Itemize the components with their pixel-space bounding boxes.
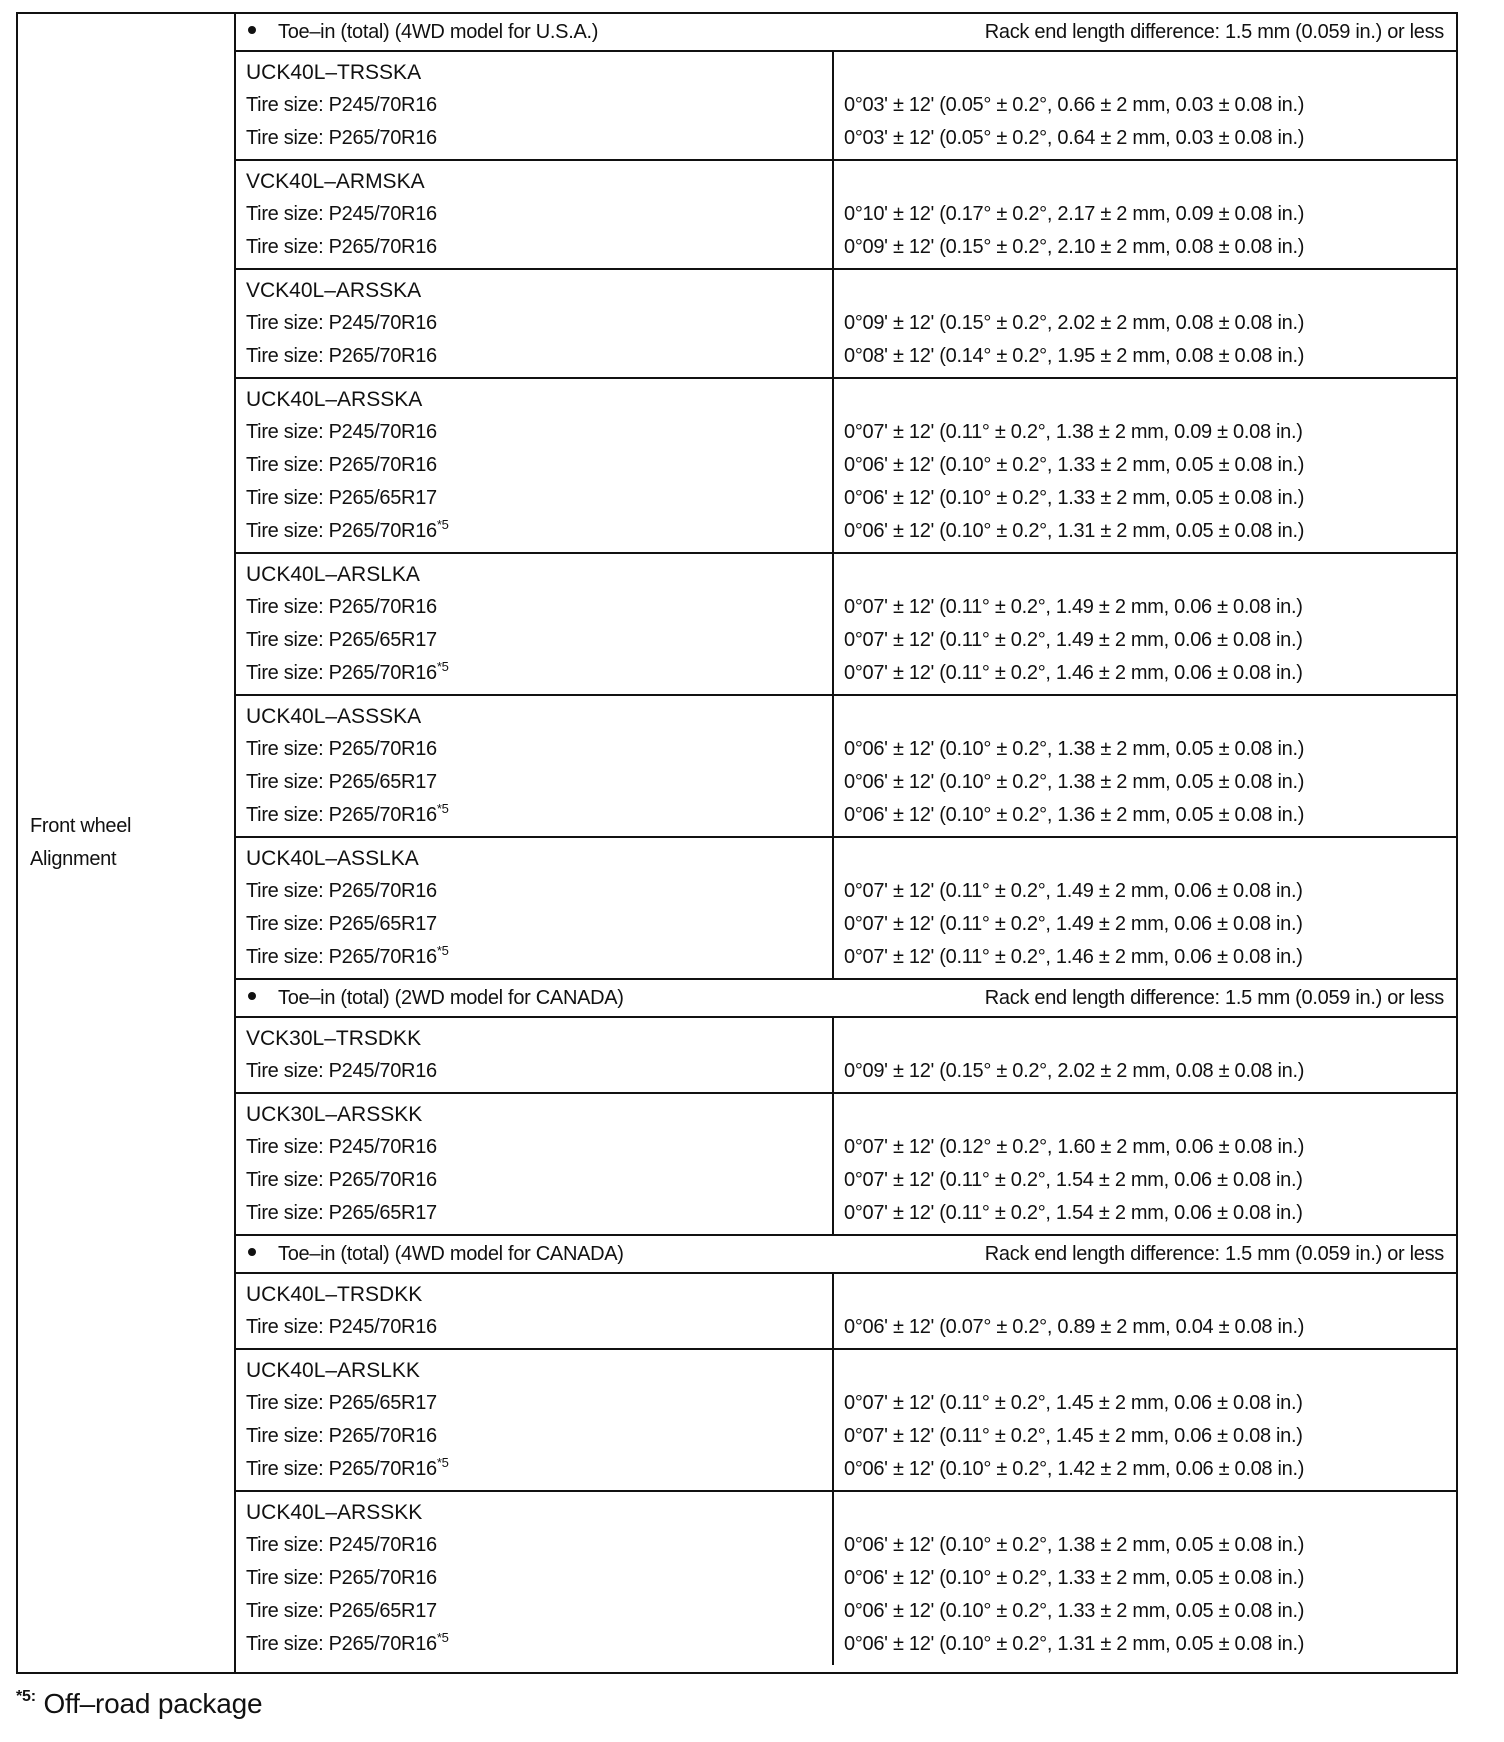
- tire-size-text: Tire size: P265/70R16: [246, 662, 437, 684]
- alignment-spec-table: [16, 12, 1458, 1674]
- tire-size-text: Tire size: P265/70R16: [246, 520, 437, 542]
- toe-in-value: 0°07' ± 12' (0.11° ± 0.2°, 1.49 ± 2 mm, 0.06 ± 0.08 in.): [844, 629, 1303, 651]
- model-name: UCK40L–ARSSKK: [246, 1501, 423, 1524]
- spec-sections: [236, 14, 1456, 1665]
- tire-size: [246, 482, 832, 515]
- tire-size: [246, 624, 832, 657]
- tire-size-text: Tire size: P265/70R16: [246, 345, 437, 367]
- tire-size-text: Tire size: P265/65R17: [246, 913, 437, 935]
- model-value-column: [834, 1018, 1456, 1092]
- section-header: [236, 14, 1456, 52]
- model-tire-column: [236, 1018, 834, 1092]
- model-name: VCK40L–ARSSKA: [246, 279, 422, 302]
- tire-size: [246, 591, 832, 624]
- section-note: Rack end length difference: 1.5 mm (0.059 in.) or less: [984, 1242, 1444, 1265]
- toe-in-value: 0°06' ± 12' (0.10° ± 0.2°, 1.31 ± 2 mm, 0.05 ± 0.08 in.): [844, 1633, 1305, 1655]
- model-value-column: [834, 1350, 1456, 1490]
- tire-size: [246, 1628, 832, 1661]
- tire-size: [246, 1055, 832, 1088]
- tire-size-text: Tire size: P265/70R16: [246, 1458, 437, 1480]
- model-name-spacer: [844, 1022, 1456, 1055]
- tire-size: [246, 657, 832, 690]
- toe-in-value: 0°07' ± 12' (0.11° ± 0.2°, 1.49 ± 2 mm, 0.06 ± 0.08 in.): [844, 596, 1303, 618]
- toe-in-value: 0°06' ± 12' (0.10° ± 0.2°, 1.33 ± 2 mm, 0.05 ± 0.08 in.): [844, 454, 1305, 476]
- section-title-wrap: [248, 987, 624, 1010]
- tire-size-text: Tire size: P265/70R16: [246, 804, 437, 826]
- toe-in-value: 0°06' ± 12' (0.10° ± 0.2°, 1.31 ± 2 mm, 0.05 ± 0.08 in.): [844, 520, 1305, 542]
- tire-size-text: Tire size: P265/70R16: [246, 1633, 437, 1655]
- model-name-spacer: [844, 1354, 1456, 1387]
- tire-size-text: Tire size: P245/70R16: [246, 1060, 437, 1082]
- toe-in-value: 0°07' ± 12' (0.11° ± 0.2°, 1.45 ± 2 mm, 0.06 ± 0.08 in.): [844, 1392, 1303, 1414]
- tire-size-text: Tire size: P265/70R16: [246, 880, 437, 902]
- model-name-spacer: [844, 274, 1456, 307]
- model-block: [236, 1018, 1456, 1094]
- category-label-line-2: Alignment: [30, 848, 117, 870]
- model-tire-column: [236, 1274, 834, 1348]
- toe-in-value: 0°10' ± 12' (0.17° ± 0.2°, 2.17 ± 2 mm, 0.09 ± 0.08 in.): [844, 203, 1305, 225]
- toe-in-value: 0°06' ± 12' (0.07° ± 0.2°, 0.89 ± 2 mm, 0.04 ± 0.08 in.): [844, 1316, 1305, 1338]
- model-tire-column: [236, 1094, 834, 1234]
- model-name: UCK40L–ARSSKA: [246, 388, 423, 411]
- toe-in-value: 0°07' ± 12' (0.12° ± 0.2°, 1.60 ± 2 mm, 0.06 ± 0.08 in.): [844, 1136, 1305, 1158]
- model-name: UCK40L–ASSSKA: [246, 705, 422, 728]
- model-name: UCK40L–ASSLKA: [246, 847, 419, 870]
- toe-in-value: 0°08' ± 12' (0.14° ± 0.2°, 1.95 ± 2 mm, 0.08 ± 0.08 in.): [844, 345, 1305, 367]
- section-title-wrap: [248, 1243, 624, 1266]
- toe-in-value: 0°07' ± 12' (0.11° ± 0.2°, 1.46 ± 2 mm, 0.06 ± 0.08 in.): [844, 946, 1303, 968]
- bullet-icon: [248, 992, 256, 1000]
- tire-size-text: Tire size: P265/70R16: [246, 946, 437, 968]
- tire-size: [246, 1387, 832, 1420]
- toe-in-value: 0°07' ± 12' (0.11° ± 0.2°, 1.54 ± 2 mm, 0.06 ± 0.08 in.): [844, 1169, 1303, 1191]
- model-tire-column: [236, 270, 834, 377]
- model-name: UCK40L–TRSDKK: [246, 1283, 423, 1306]
- tire-size-text: Tire size: P245/70R16: [246, 94, 437, 116]
- tire-size-text: Tire size: P245/70R16: [246, 421, 437, 443]
- tire-size-text: Tire size: P265/65R17: [246, 1202, 437, 1224]
- tire-size: [246, 1131, 832, 1164]
- model-name: UCK40L–ARSLKK: [246, 1359, 420, 1382]
- footnote-mark: *5:: [16, 1688, 36, 1705]
- model-tire-column: [236, 52, 834, 159]
- tire-size-footnote-ref: *5: [436, 801, 449, 816]
- toe-in-value: 0°07' ± 12' (0.11° ± 0.2°, 1.46 ± 2 mm, 0.06 ± 0.08 in.): [844, 662, 1303, 684]
- section-title-wrap: [248, 21, 598, 44]
- model-tire-column: [236, 838, 834, 978]
- model-value-column: [834, 161, 1456, 268]
- model-name-spacer: [844, 558, 1456, 591]
- model-name: VCK30L–TRSDKK: [246, 1027, 422, 1050]
- section-note: Rack end length difference: 1.5 mm (0.059 in.) or less: [984, 986, 1444, 1009]
- toe-in-value: 0°03' ± 12' (0.05° ± 0.2°, 0.64 ± 2 mm, 0.03 ± 0.08 in.): [844, 127, 1305, 149]
- tire-size: [246, 231, 832, 264]
- tire-size-text: Tire size: P265/70R16: [246, 596, 437, 618]
- model-block: [236, 161, 1456, 270]
- tire-size-text: Tire size: P245/70R16: [246, 1534, 437, 1556]
- model-block: [236, 1350, 1456, 1492]
- model-name-spacer: [844, 1496, 1456, 1529]
- model-value-column: [834, 838, 1456, 978]
- tire-size-text: Tire size: P265/65R17: [246, 487, 437, 509]
- model-value-column: [834, 1274, 1456, 1348]
- tire-size: [246, 733, 832, 766]
- model-tire-column: [236, 696, 834, 836]
- model-block: [236, 554, 1456, 696]
- tire-size: [246, 1562, 832, 1595]
- model-block: [236, 379, 1456, 554]
- toe-in-value: 0°07' ± 12' (0.11° ± 0.2°, 1.38 ± 2 mm, 0.09 ± 0.08 in.): [844, 421, 1303, 443]
- footnote-text: Off–road package: [43, 1688, 263, 1719]
- tire-size-footnote-ref: *5: [436, 943, 449, 958]
- section-title: Toe–in (total) (2WD model for CANADA): [278, 986, 624, 1009]
- spec-content: [235, 13, 1457, 1673]
- tire-size: [246, 449, 832, 482]
- model-value-column: [834, 270, 1456, 377]
- model-tire-column: [236, 161, 834, 268]
- tire-size: [246, 908, 832, 941]
- tire-size: [246, 1197, 832, 1230]
- model-value-column: [834, 1094, 1456, 1234]
- toe-in-value: 0°06' ± 12' (0.10° ± 0.2°, 1.33 ± 2 mm, 0.05 ± 0.08 in.): [844, 487, 1305, 509]
- model-name-spacer: [844, 1278, 1456, 1311]
- model-tire-column: [236, 554, 834, 694]
- model-name-spacer: [844, 1098, 1456, 1131]
- tire-size-text: Tire size: P265/65R17: [246, 1392, 437, 1414]
- tire-size: [246, 340, 832, 373]
- model-block: [236, 838, 1456, 980]
- tire-size: [246, 766, 832, 799]
- toe-in-value: 0°09' ± 12' (0.15° ± 0.2°, 2.02 ± 2 mm, 0.08 ± 0.08 in.): [844, 1060, 1305, 1082]
- model-name: UCK40L–ARSLKA: [246, 563, 420, 586]
- section-note: Rack end length difference: 1.5 mm (0.059 in.) or less: [984, 20, 1444, 43]
- model-value-column: [834, 52, 1456, 159]
- tire-size: [246, 1311, 832, 1344]
- model-block: [236, 696, 1456, 838]
- section-header: [236, 1236, 1456, 1274]
- tire-size: [246, 875, 832, 908]
- model-block: [236, 52, 1456, 161]
- model-value-column: [834, 554, 1456, 694]
- toe-in-value: 0°07' ± 12' (0.11° ± 0.2°, 1.49 ± 2 mm, 0.06 ± 0.08 in.): [844, 913, 1303, 935]
- toe-in-value: 0°06' ± 12' (0.10° ± 0.2°, 1.33 ± 2 mm, 0.05 ± 0.08 in.): [844, 1600, 1305, 1622]
- tire-size: [246, 416, 832, 449]
- model-tire-column: [236, 1350, 834, 1490]
- model-block: [236, 1094, 1456, 1236]
- model-block: [236, 1492, 1456, 1665]
- tire-size-text: Tire size: P265/70R16: [246, 1425, 437, 1447]
- bullet-icon: [248, 1248, 256, 1256]
- tire-size: [246, 1420, 832, 1453]
- tire-size: [246, 1595, 832, 1628]
- model-name-spacer: [844, 700, 1456, 733]
- tire-size: [246, 1529, 832, 1562]
- model-name: VCK40L–ARMSKA: [246, 170, 425, 193]
- tire-size: [246, 1453, 832, 1486]
- category-label-line-1: Front wheel: [30, 815, 132, 837]
- toe-in-value: 0°06' ± 12' (0.10° ± 0.2°, 1.38 ± 2 mm, 0.05 ± 0.08 in.): [844, 738, 1305, 760]
- bullet-icon: [248, 26, 256, 34]
- toe-in-value: 0°07' ± 12' (0.11° ± 0.2°, 1.49 ± 2 mm, 0.06 ± 0.08 in.): [844, 880, 1303, 902]
- model-name: UCK30L–ARSSKK: [246, 1103, 423, 1126]
- tire-size: [246, 1164, 832, 1197]
- tire-size-text: Tire size: P265/65R17: [246, 771, 437, 793]
- section-title: Toe–in (total) (4WD model for CANADA): [278, 1242, 624, 1265]
- toe-in-value: 0°06' ± 12' (0.10° ± 0.2°, 1.38 ± 2 mm, 0.05 ± 0.08 in.): [844, 1534, 1305, 1556]
- tire-size: [246, 799, 832, 832]
- tire-size-footnote-ref: *5: [436, 659, 449, 674]
- tire-size: [246, 307, 832, 340]
- model-tire-column: [236, 379, 834, 552]
- toe-in-value: 0°07' ± 12' (0.11° ± 0.2°, 1.45 ± 2 mm, 0.06 ± 0.08 in.): [844, 1425, 1303, 1447]
- tire-size: [246, 122, 832, 155]
- toe-in-value: 0°03' ± 12' (0.05° ± 0.2°, 0.66 ± 2 mm, 0.03 ± 0.08 in.): [844, 94, 1305, 116]
- toe-in-value: 0°06' ± 12' (0.10° ± 0.2°, 1.33 ± 2 mm, 0.05 ± 0.08 in.): [844, 1567, 1305, 1589]
- toe-in-value: 0°09' ± 12' (0.15° ± 0.2°, 2.02 ± 2 mm, 0.08 ± 0.08 in.): [844, 312, 1305, 334]
- model-name-spacer: [844, 842, 1456, 875]
- category-label: [17, 13, 235, 1673]
- model-name-spacer: [844, 165, 1456, 198]
- tire-size: [246, 515, 832, 548]
- tire-size-footnote-ref: *5: [436, 517, 449, 532]
- model-value-column: [834, 696, 1456, 836]
- tire-size-text: Tire size: P245/70R16: [246, 1136, 437, 1158]
- tire-size: [246, 198, 832, 231]
- tire-size-text: Tire size: P265/65R17: [246, 1600, 437, 1622]
- tire-size-text: Tire size: P265/70R16: [246, 236, 437, 258]
- toe-in-value: 0°06' ± 12' (0.10° ± 0.2°, 1.38 ± 2 mm, 0.05 ± 0.08 in.): [844, 771, 1305, 793]
- tire-size-text: Tire size: P265/65R17: [246, 629, 437, 651]
- model-name: UCK40L–TRSSKA: [246, 61, 422, 84]
- tire-size: [246, 941, 832, 974]
- tire-size-footnote-ref: *5: [436, 1630, 449, 1645]
- model-value-column: [834, 379, 1456, 552]
- model-name-spacer: [844, 56, 1456, 89]
- toe-in-value: 0°06' ± 12' (0.10° ± 0.2°, 1.36 ± 2 mm, 0.05 ± 0.08 in.): [844, 804, 1305, 826]
- toe-in-value: 0°07' ± 12' (0.11° ± 0.2°, 1.54 ± 2 mm, 0.06 ± 0.08 in.): [844, 1202, 1303, 1224]
- section-header: [236, 980, 1456, 1018]
- tire-size: [246, 89, 832, 122]
- tire-size-text: Tire size: P265/70R16: [246, 738, 437, 760]
- tire-size-text: Tire size: P265/70R16: [246, 1169, 437, 1191]
- toe-in-value: 0°09' ± 12' (0.15° ± 0.2°, 2.10 ± 2 mm, 0.08 ± 0.08 in.): [844, 236, 1305, 258]
- tire-size-text: Tire size: P265/70R16: [246, 127, 437, 149]
- tire-size-text: Tire size: P265/70R16: [246, 1567, 437, 1589]
- model-tire-column: [236, 1492, 834, 1665]
- tire-size-footnote-ref: *5: [436, 1455, 449, 1470]
- model-name-spacer: [844, 383, 1456, 416]
- tire-size-text: Tire size: P245/70R16: [246, 1316, 437, 1338]
- model-value-column: [834, 1492, 1456, 1665]
- section-title: Toe–in (total) (4WD model for U.S.A.): [278, 20, 599, 43]
- tire-size-text: Tire size: P245/70R16: [246, 203, 437, 225]
- footnote: [16, 1688, 262, 1720]
- toe-in-value: 0°06' ± 12' (0.10° ± 0.2°, 1.42 ± 2 mm, 0.06 ± 0.08 in.): [844, 1458, 1305, 1480]
- model-block: [236, 1274, 1456, 1350]
- tire-size-text: Tire size: P245/70R16: [246, 312, 437, 334]
- model-block: [236, 270, 1456, 379]
- tire-size-text: Tire size: P265/70R16: [246, 454, 437, 476]
